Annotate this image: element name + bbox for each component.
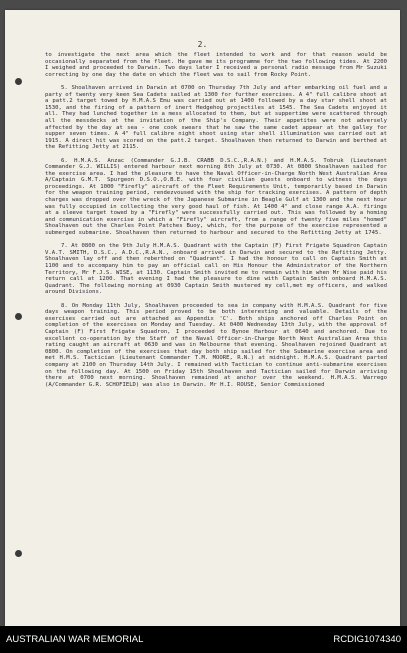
document-page — [5, 10, 400, 626]
record-id: RCDIG1074340 — [333, 634, 401, 645]
archive-name: AUSTRALIAN WAR MEMORIAL — [6, 634, 144, 645]
paragraph-6: 6. H.M.A.S. Anzac (Commander G.J.B. CRABB D.S.C.,R.A.N.) and H.M.A.S. Tobruk (Lieutenant Commander G.J. WILLIS) entered harbour next morning 8th July at 0730. At 0800 Shoalhaven sailed for the exercise area. I had the pleasure to have the Naval Officer-in-Charge North West Australian Area A/Captain G.M.T. Spurgeon D.S.O.,O.B.E. with four civilian guests onboard to witness the days proceedings. At 1000 "Firefly" aircraft of the Fleet Requirements Unit, temporarily based in Darwin for the weapon training period, rendezvoused with the ship for tracking exercises. A pattern of depth charges was dropped over the wreck of the Japanese Submarine in Beagle Gulf at 1300 and the next hour was fully occupied in collecting the very good haul of fish. At 1400 4" and close range A.A. firings at a sleeve target towed by a "Firefly" were successfully carried out. This was followed by a homing and communication exercise in which a "Firefly" aircraft, from a range of twenty five miles "homed" Shoalhaven out the Charles Point Patches Buoy, which, for the purpose of the exercise represented a submerged submarine. Shoalhaven then returned to harbour and secured to the Refitting Jetty at 1745. — [45, 157, 387, 237]
paragraph-5: 5. Shoalhaven arrived in Darwin at 0700 on Thursday 7th July and after embarking oil fuel and a party of twenty very keen Sea Cadets sailed at 1300 for further exercises. A 4" full calibre shoot at a patt.2 target towed by H.M.A.S Emu was carried out at 1400 followed by a day star shell shoot at 1530, and the firing of a pattern of inert Hedgehog projectiles at 1545. The Sea Cadets enjoyed it all. They had lunched together in a mess allocated to them, but at suppertime were scattered through all the messdecks at the invitation of the Ship's Company. Their appetites were not adversely affected by the day at sea - one cook swears that he saw the same cadet appear at the galley for supper seven times. A 4" full calibre night shoot using star shell illumination was carried out at 1915. A direct hit was scored on the patt.2 target. Shoalhaven then returned to Darwin and berthed at the Refitting Jetty at 2115. — [45, 84, 387, 151]
report-body — [45, 52, 387, 395]
paragraph-8: 8. On Monday 11th July, Shoalhaven proceeded to sea in company with H.M.A.S. Quadrant for five days weapon training. This period proved to be both interesting and valuable. Details of the exercises carried out are attached as Appendix 'C'. Both ships anchored off Charles Point on completion of the exercises on Monday and Tuesday. At 0400 Wednesday 13th July, with the approval of Captain (F) First Frigate Squadron, I proceeded to Bynoe Harbour at 0640 and anchored. Due to excellent co-operation by the Staff of the Naval Officer-in-Charge North West Australian Area this rating caught an aircraft at 0630 and was in Melbourne that evening. Shoalhaven rejoined Quadrant at 0800. On completion of the exercises that day both ship sailed for the Submarine exercise area and met H.M.S. Tactician (Lieutenant Commander T.M. MOORE, R.N.) at midnight. H.M.A.S. Quadrant parted company at 2100 on Thursday 14th July. I remained with Tactician to continue anti-submarine exercises on the following day. At 1500 on Friday 15th Shoalhaven and Tactician sailed for Darwin arriving there at 0700 next morning. Shoalhaven remained at anchor over the weekend. H.M.A.S. Warrego (A/Commander G.R. SCHOFIELD) was also in Darwin. Mr H.I. ROUSE, Senior Commissioned — [45, 302, 387, 388]
paragraph-7: 7. At 0800 on the 9th July H.M.A.S. Quadrant with the Captain (F) First Frigate Squadron Captain V.A.T. SMITH, D.S.C., A.D.C.,R.A.N., onboard arrived in Darwin and secured to the Refitting Jetty. Shoalhaven lay off and then reberthed on "Quadrant". I had the honour to call on Captain Smith at 1100 and to accompany him to pay an official call on His Honour the Administrator of the Northern Territory, Mr F.J.S. WISE, at 1130. Captain Smith invited me to remain with him when Mr Wise paid his return call at 1200. That evening I had the pleasure to dine with Captain Smith onboard H.M.A.S. Quadrant. The following morning at 0930 Captain Smith mustered my cell,met my officers, and walked around Divisions. — [45, 243, 387, 296]
punch-hole — [15, 550, 22, 557]
paragraph-continued: to investigate the next area which the fleet intended to work and for that reason would be occasionally separated from the fleet. He gave me its programme for the two following tides. At 2200 I weighed and proceeded to Darwin. Two days later I received a personal radio message from Mr Suzuki correcting by one day the date on which the fleet was to sail from Rocky Point. — [45, 52, 387, 78]
page-number: 2. — [197, 40, 208, 49]
punch-hole — [15, 313, 22, 320]
punch-hole — [15, 78, 22, 85]
archive-footer-bar — [0, 626, 407, 653]
